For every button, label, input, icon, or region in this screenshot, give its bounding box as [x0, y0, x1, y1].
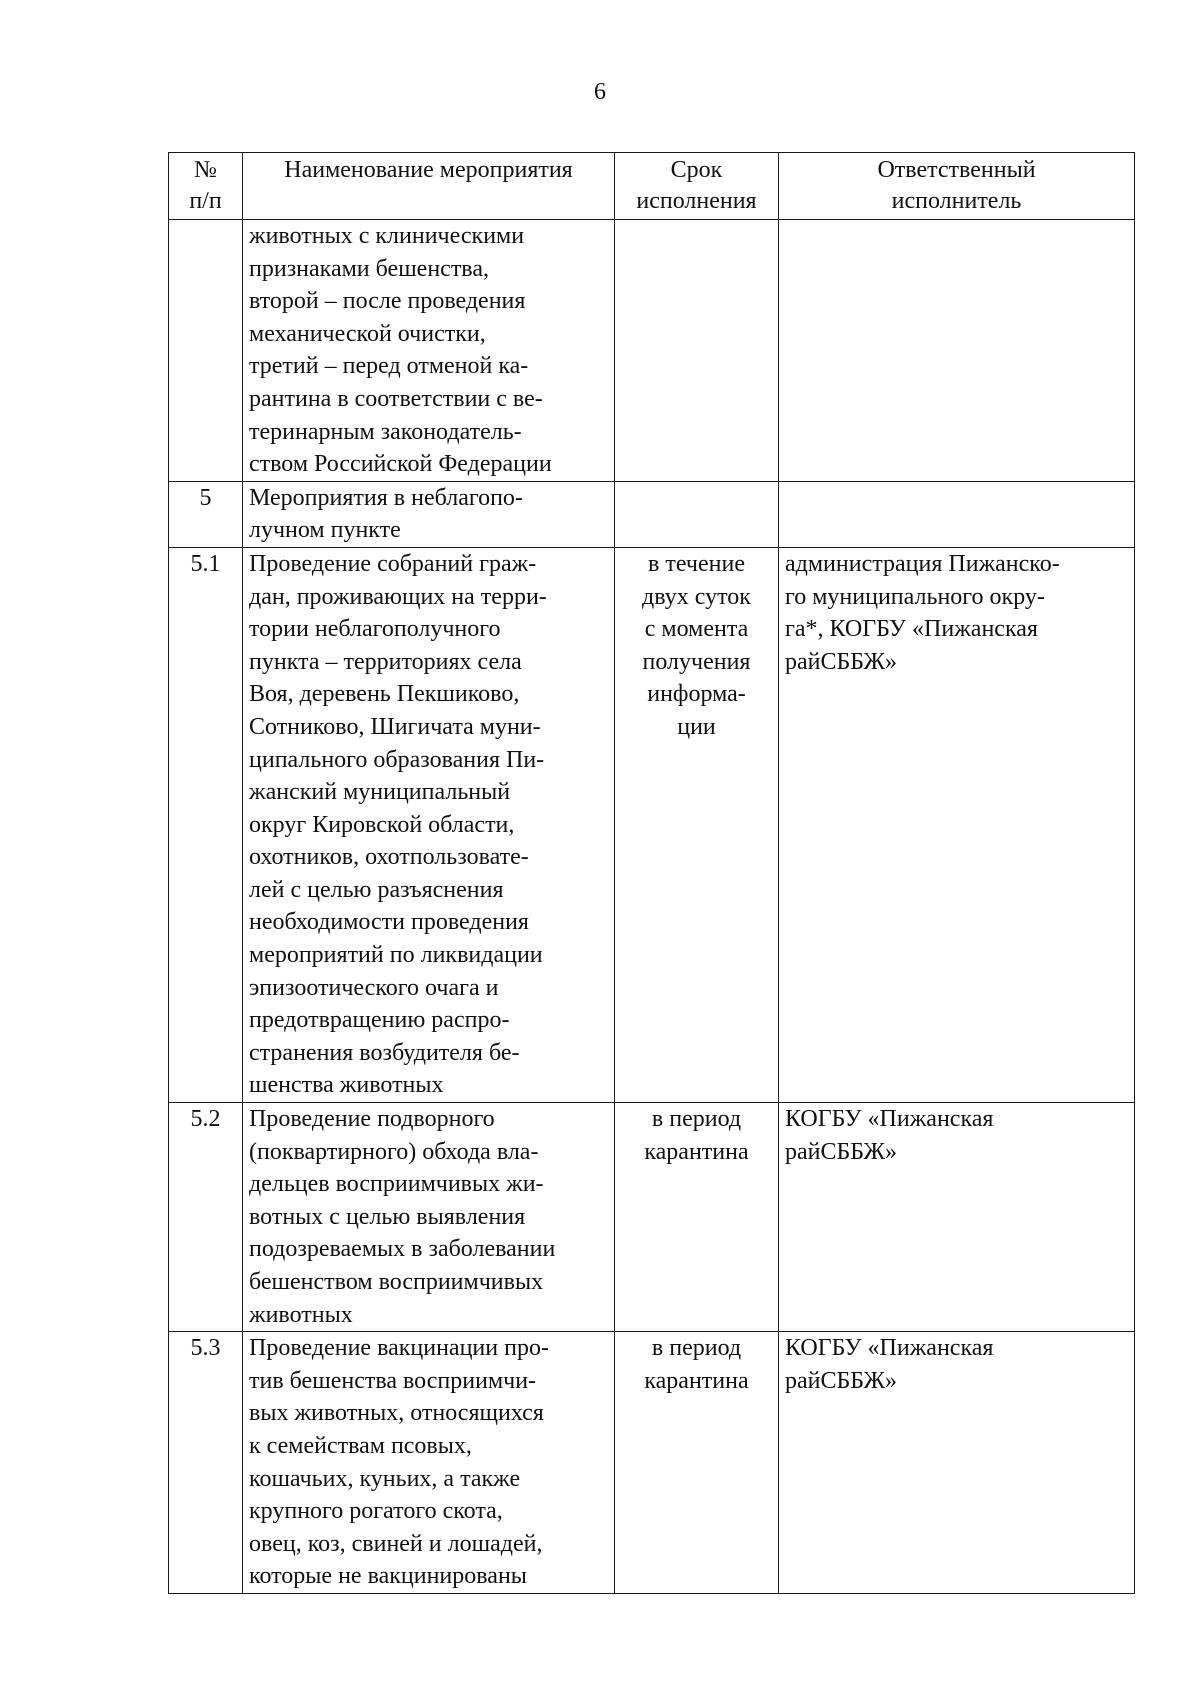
event-name-line: (поквартирного) обхода вла-: [249, 1138, 539, 1165]
event-name-line: странения возбудителя бе-: [249, 1039, 520, 1066]
term-line: карантина: [644, 1367, 749, 1394]
term-line: в течение: [648, 550, 745, 577]
event-name-line: округ Кировской области,: [249, 811, 515, 838]
event-name-line: тории неблагополучного: [249, 616, 501, 643]
row-number-cell: 5.2: [169, 1103, 243, 1332]
term-line: в период: [651, 1335, 742, 1362]
event-name-cell: [243, 1332, 615, 1594]
header-term-line: исполнения: [636, 188, 757, 214]
event-name-line: Сотниково, Шигичата муни-: [249, 713, 541, 740]
event-name-cell: [243, 481, 615, 547]
responsible-line: КОГБУ «Пижанская: [785, 1106, 994, 1133]
header-term-line: Срок: [670, 157, 723, 183]
term-line: информа-: [647, 681, 746, 708]
term-line: в период: [651, 1106, 742, 1133]
event-name-line: лей с целью разъяснения: [249, 876, 504, 903]
term-line: ции: [677, 713, 716, 740]
header-num-line: №: [194, 157, 217, 183]
page-number: 6: [594, 79, 606, 105]
event-name-line: Проведение собраний граж-: [249, 550, 537, 577]
header-term: [615, 153, 779, 220]
header-num-line: п/п: [189, 188, 222, 214]
header-responsible-line: исполнитель: [891, 188, 1022, 214]
event-name-line: дельцев восприимчивых жи-: [249, 1171, 544, 1198]
event-name-cell: [243, 220, 615, 482]
event-name-cell: [243, 547, 615, 1102]
table-header-row: [169, 153, 1135, 220]
event-name-line: признаками бешенства,: [249, 255, 489, 282]
header-num: [169, 153, 243, 220]
row-number-cell: [169, 220, 243, 482]
event-name-line: Воя, деревень Пекшиково,: [249, 681, 520, 708]
event-name-line: вых животных, относящихся: [249, 1400, 544, 1427]
event-name-line: необходимости проведения: [249, 909, 529, 936]
event-name-line: лучном пункте: [249, 517, 401, 544]
event-name-line: животных с клиническими: [249, 223, 525, 249]
row-number-cell: 5.1: [169, 547, 243, 1102]
responsible-cell: [779, 220, 1135, 482]
event-name-line: предотвращению распро-: [249, 1007, 510, 1034]
header-responsible: [779, 153, 1135, 220]
responsible-line: райСББЖ»: [785, 1367, 897, 1394]
responsible-line: га*, КОГБУ «Пижанская: [785, 616, 1038, 643]
event-name-line: которые не вакцинированы: [249, 1563, 527, 1590]
event-name-line: эпизоотического очага и: [249, 974, 499, 1001]
term-line: двух суток: [642, 583, 751, 610]
responsible-line: райСББЖ»: [785, 648, 897, 675]
header-name-line: Наименование мероприятия: [284, 157, 573, 183]
table-row: [169, 1103, 1135, 1332]
event-name-line: Проведение вакцинации про-: [249, 1335, 549, 1362]
responsible-cell: [779, 547, 1135, 1102]
event-name-line: к семействам псовых,: [249, 1432, 472, 1459]
event-name-line: механической очистки,: [249, 320, 486, 347]
term-cell: [615, 547, 779, 1102]
event-name-line: дан, проживающих на терри-: [249, 583, 547, 610]
header-name: [243, 153, 615, 220]
event-name-line: крупного рогатого скота,: [249, 1498, 503, 1525]
event-name-line: овец, коз, свиней и лошадей,: [249, 1530, 543, 1557]
event-name-line: шенства животных: [249, 1072, 444, 1099]
responsible-line: райСББЖ»: [785, 1138, 897, 1165]
event-name-line: кошачьих, куньих, а также: [249, 1465, 521, 1492]
event-name-line: жанский муниципальный: [249, 779, 511, 806]
responsible-cell: [779, 481, 1135, 547]
event-name-line: Мероприятия в неблагопо-: [249, 484, 523, 511]
event-name-line: Проведение подворного: [249, 1106, 495, 1133]
event-name-line: тив бешенства восприимчи-: [249, 1367, 537, 1394]
row-number-cell: 5.3: [169, 1332, 243, 1594]
table-row: [169, 547, 1135, 1102]
responsible-line: го муниципального окру-: [785, 583, 1045, 610]
event-name-cell: [243, 1103, 615, 1332]
term-line: карантина: [644, 1138, 749, 1165]
term-cell: [615, 1103, 779, 1332]
event-name-line: животных: [249, 1301, 353, 1328]
event-name-line: бешенством восприимчивых: [249, 1269, 544, 1295]
event-name-line: мероприятий по ликвидации: [249, 942, 543, 969]
event-name-line: ством Российской Федерации: [249, 451, 552, 478]
table-body: [169, 220, 1135, 1594]
event-name-line: теринарным законодатель-: [249, 418, 522, 445]
responsible-line: КОГБУ «Пижанская: [785, 1335, 994, 1362]
responsible-cell: [779, 1332, 1135, 1594]
term-cell: [615, 481, 779, 547]
header-responsible-line: Ответственный: [877, 157, 1036, 183]
event-name-line: рантина в соответствии с ве-: [249, 385, 543, 412]
events-table: [168, 152, 1135, 1594]
event-name-line: подозреваемых в заболевании: [249, 1236, 556, 1263]
term-line: получения: [642, 648, 751, 675]
term-cell: [615, 220, 779, 482]
responsible-cell: [779, 1103, 1135, 1332]
responsible-line: администрация Пижанско-: [785, 550, 1060, 577]
event-name-line: вотных с целью выявления: [249, 1203, 526, 1230]
event-name-line: третий – перед отменой ка-: [249, 353, 529, 380]
table-row: [169, 220, 1135, 482]
term-cell: [615, 1332, 779, 1594]
event-name-line: второй – после проведения: [249, 288, 526, 315]
event-name-line: ципального образования Пи-: [249, 746, 545, 773]
term-line: с момента: [644, 616, 749, 643]
event-name-line: пункта – территориях села: [249, 648, 522, 675]
table-row: [169, 481, 1135, 547]
event-name-line: охотников, охотпользовате-: [249, 844, 529, 871]
table-row: [169, 1332, 1135, 1594]
row-number-cell: 5: [169, 481, 243, 547]
